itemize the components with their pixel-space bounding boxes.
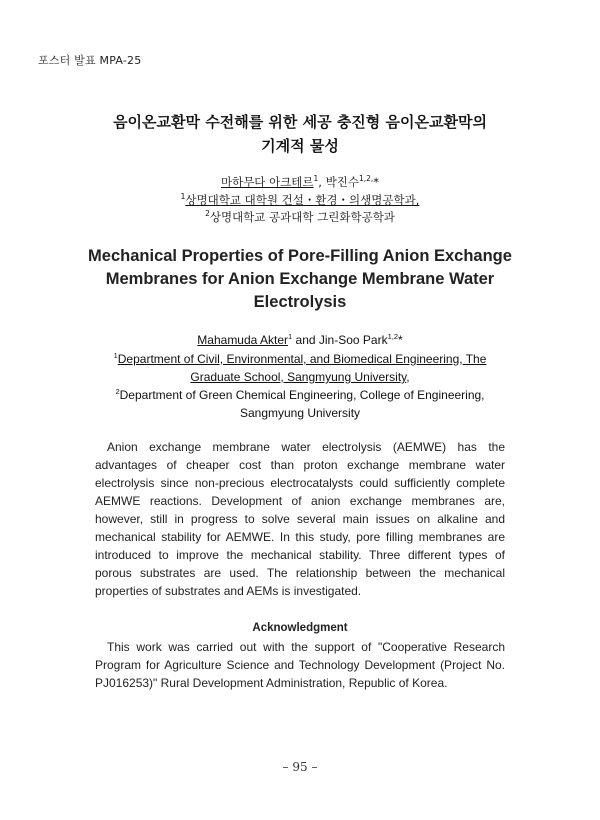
english-author-2-sup: 1,2 bbox=[387, 332, 399, 341]
abstract bbox=[95, 438, 505, 600]
abstract-text: Anion exchange membrane water electrolysis (AEMWE) has the advantages of cheaper cost than proton exchange membrane water electrolysis since non-precious electrocatalysts could sufficiently complete AEMWE reactions. Development of anion exchange membranes are, however, still in progress to solve several main issues on alkaline and mechanical stability for AEMWE. In this study, pore filling membranes are introduced to improve the mechanical stability. Three different types of porous substrates are used. The relationship between the mechanical properties of substrates and AEMs is investigated. bbox=[95, 440, 505, 598]
english-affiliation-2-line-2: Sangmyung University bbox=[239, 406, 361, 420]
korean-author-separator: , 박진수 bbox=[318, 175, 359, 189]
acknowledgment-heading: Acknowledgment bbox=[252, 622, 348, 634]
english-title-line-2: Membranes for Anion Exchange Membrane Water bbox=[105, 270, 495, 288]
english-aff-1-text-1: Department of Civil, Environmental, and Biomedical Engineering, The bbox=[117, 352, 487, 366]
session-tag: 포스터 발표 MPA-25 bbox=[38, 54, 142, 67]
english-affiliation-1-line-2 bbox=[0, 368, 600, 386]
korean-author-1-sup: 1 bbox=[313, 174, 319, 183]
english-aff-2-sup: 2 bbox=[115, 387, 120, 396]
english-aff-1-comma: , bbox=[406, 370, 410, 384]
english-author-1: Mahamuda Akter bbox=[197, 333, 289, 347]
page-number: – 95 – bbox=[282, 760, 318, 774]
korean-title-line-2: 기계적 물성 bbox=[261, 137, 339, 155]
english-affiliation-1-line-1 bbox=[0, 350, 600, 368]
korean-affiliation-2 bbox=[0, 209, 600, 225]
korean-aff-1-sup: 1 bbox=[180, 192, 186, 201]
korean-aff-2-text: 상명대학교 공과대학 그린화학공학과 bbox=[209, 210, 395, 224]
english-aff-2-text-1: Department of Green Chemical Engineering, College of Engineering, bbox=[119, 388, 485, 402]
korean-aff-1-text: 상명대학교 대학원 건설・환경・의생명공학과, bbox=[185, 193, 420, 207]
english-author-1-sup: 1 bbox=[288, 332, 293, 341]
english-corresponding-mark: * bbox=[398, 333, 403, 347]
english-authors bbox=[0, 333, 600, 347]
english-title-line-1: Mechanical Properties of Pore-Filling Anion Exchange bbox=[88, 247, 512, 265]
english-aff-1-text-2: Graduate School, Sangmyung University bbox=[190, 370, 407, 384]
korean-authors bbox=[0, 174, 600, 190]
english-affiliation-2-line-1 bbox=[0, 386, 600, 404]
korean-aff-2-sup: 2 bbox=[205, 209, 210, 218]
korean-author-2-sup: 1,2, bbox=[358, 174, 374, 183]
english-title-line-3: Electrolysis bbox=[253, 293, 347, 311]
korean-title-line-1: 음이온교환막 수전해를 위한 세공 충진형 음이온교환막의 bbox=[113, 113, 487, 131]
acknowledgment bbox=[95, 638, 505, 692]
english-aff-1-sup: 1 bbox=[113, 351, 118, 360]
korean-affiliation-1 bbox=[0, 192, 600, 208]
acknowledgment-text: This work was carried out with the support of "Cooperative Research Program for Agriculture Science and Technology Development (Project No. PJ016253)" Rural Development Administration, Republic of Korea. bbox=[95, 640, 505, 690]
english-author-separator: and Jin-Soo Park bbox=[292, 333, 388, 347]
korean-author-1: 마하무다 아크테르 bbox=[220, 175, 314, 189]
corresponding-mark: * bbox=[373, 175, 379, 189]
